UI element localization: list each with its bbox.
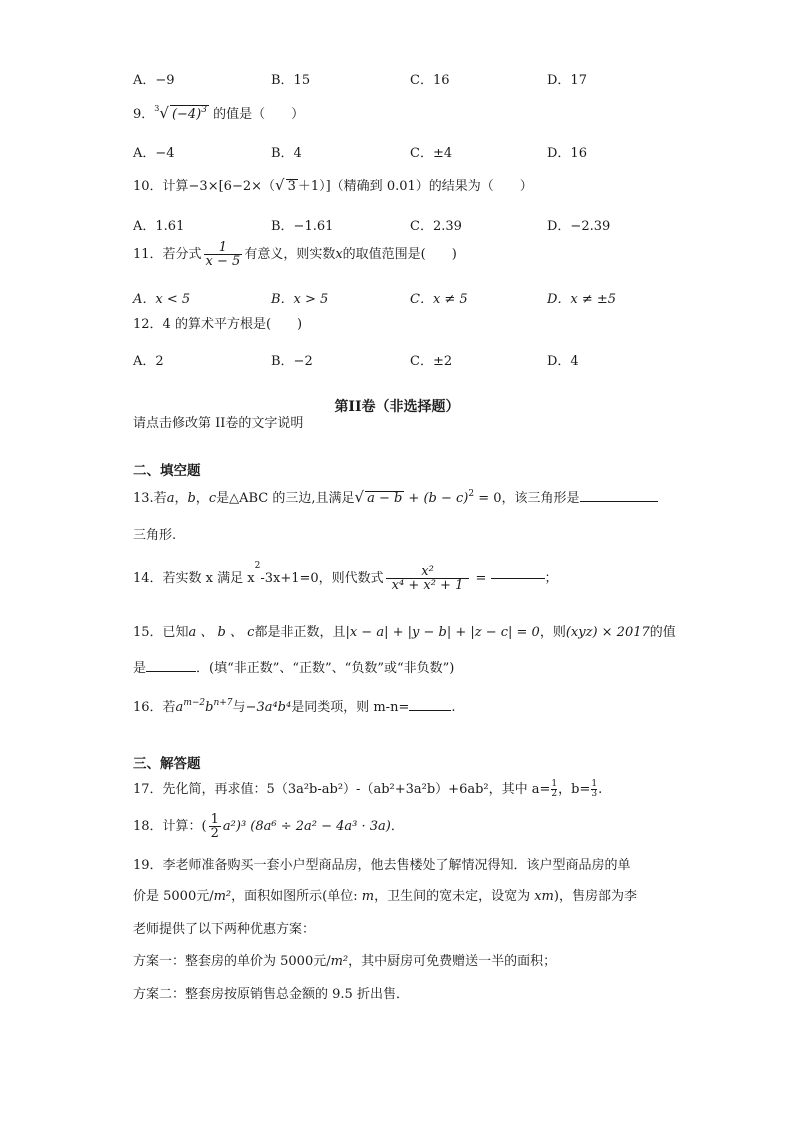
q11-question: 11．若分式 $\frac{1}{x - 5}$ 有意义，则实数x的取值范围是( ) bbox=[133, 240, 457, 269]
q19-line1: 19．李老师准备购买一套小户型商品房，他去售楼处了解情况得知．该户型商品房的单 bbox=[133, 858, 631, 873]
radical-sign: √ bbox=[159, 104, 169, 122]
q9-option-d[interactable]: D．16 bbox=[547, 146, 587, 161]
q13-answer-blank[interactable] bbox=[580, 501, 658, 502]
q11-fraction: $\frac{1}{x - 5}$ bbox=[205, 240, 241, 269]
q8-option-c[interactable]: C．16 bbox=[410, 73, 450, 88]
q11-option-c[interactable]: C．x ≠ 5 bbox=[410, 292, 468, 307]
q10-option-d[interactable]: D．−2.39 bbox=[547, 219, 611, 234]
q11-option-a[interactable]: A．x < 5 bbox=[133, 292, 191, 307]
q12-option-a[interactable]: A．2 bbox=[133, 354, 164, 369]
q8-options bbox=[133, 69, 753, 88]
q19-line2: 价是 5000元/m²，面积如图所示(单位: m，卫生间的宽未定，设宽为 xm)，售房部为李 bbox=[133, 889, 637, 904]
q14-question: 14．若实数 x 满足 $x^2-3x+1=0$，则代数式 $\frac{\text{x²}}{\text{x⁴ + x² + 1}}$ = ； bbox=[133, 561, 558, 593]
q17-a-fraction: $\frac{1}{2}$ bbox=[551, 779, 558, 799]
q19-line3: 老师提供了以下两种优惠方案： bbox=[133, 922, 316, 937]
part2-title: 第II卷（非选择题） bbox=[334, 399, 460, 415]
q10-question: 10．计算−3×[6−2×（√ 3 ＋1）]（精确到 0.01）的结果为（ ） bbox=[133, 176, 533, 194]
q18-question: 18．计算：( $\frac{1}{2}$ a²)³ (8a⁶ ÷ 2a² − 4a³ · 3a)． bbox=[133, 812, 404, 841]
section-fill-in-title: 二、填空题 bbox=[133, 463, 201, 479]
q16-answer-blank[interactable] bbox=[409, 710, 451, 711]
q17-question: 17．先化简，再求值：5（3a²b-ab²）-（ab²+3a²b）+6ab²，其中 a= $\frac{1}{2}$ ，b= $\frac{1}{3}$ . bbox=[133, 779, 603, 799]
q10-option-a[interactable]: A．1.61 bbox=[133, 219, 185, 234]
q14-answer-blank[interactable] bbox=[491, 578, 545, 579]
q17-b-fraction: $\frac{1}{3}$ bbox=[591, 779, 598, 799]
q12-option-b[interactable]: B．−2 bbox=[271, 354, 313, 369]
q9-option-b[interactable]: B．4 bbox=[271, 146, 302, 161]
part2-note[interactable]: 请点击修改第 II卷的文字说明 bbox=[133, 416, 304, 431]
q15-question: 15．已知a 、 b 、 c都是非正数，且|x − a| + |y − b| + |z − c| = 0，则(xyz) × 2017的值 bbox=[133, 625, 676, 640]
q10-option-c[interactable]: C．2.39 bbox=[410, 219, 462, 234]
q11-option-b[interactable]: B．x > 5 bbox=[271, 292, 329, 307]
q9-root-index: 3 bbox=[154, 104, 160, 113]
q9-number: 9． bbox=[133, 107, 155, 122]
q19-plan1: 方案一：整套房的单价为 5000元/m²，其中厨房可免费赠送一半的面积； bbox=[133, 954, 557, 969]
q9-option-a[interactable]: A．−4 bbox=[133, 146, 175, 161]
q18-fraction: $\frac{1}{2}$ bbox=[210, 812, 219, 841]
q8-option-b[interactable]: B．15 bbox=[271, 73, 311, 88]
q14-fraction: $\frac{\text{x²}}{\text{x⁴ + x² + 1}}$ bbox=[386, 565, 470, 592]
q9-option-c[interactable]: C．±4 bbox=[410, 146, 453, 161]
q13-question: 13.若a，b，c是△ABC 的三边,且满足√ $a - b + (b - c)^2 = 0$，该三角形是 bbox=[133, 490, 658, 505]
q12-option-d[interactable]: D．4 bbox=[547, 354, 579, 369]
radical-sign: √ bbox=[275, 176, 285, 194]
q16-question: 16．若$a^{m-2}b^{n+7}$与−3a⁴b⁴是同类项，则 m-n= . bbox=[133, 698, 456, 715]
radical-sign: √ bbox=[354, 488, 365, 506]
q10-option-b[interactable]: B．−1.61 bbox=[271, 219, 334, 234]
q12-question: 12．4 的算术平方根是( ) bbox=[133, 317, 303, 332]
q8-option-d[interactable]: D．17 bbox=[547, 73, 587, 88]
section-answer-title: 三、解答题 bbox=[133, 756, 201, 772]
q10-options bbox=[133, 215, 753, 234]
q15-line2: 是 ．(填“非正数”、“正数”、“负数”或“非负数”) bbox=[133, 661, 455, 676]
q12-option-c[interactable]: C．±2 bbox=[410, 354, 453, 369]
q9-question bbox=[133, 105, 304, 121]
q9-text: 的值是（ ） bbox=[208, 107, 305, 122]
q19-plan2: 方案二：整套房按原销售总金额的 9.5 折出售． bbox=[133, 987, 409, 1002]
q13-line2: 三角形. bbox=[133, 528, 177, 543]
q9-options bbox=[133, 142, 753, 161]
q8-option-a[interactable]: A．−9 bbox=[133, 73, 175, 88]
q9-radicand: $(-4)^3$ bbox=[171, 105, 207, 122]
q12-options bbox=[133, 350, 753, 369]
q15-answer-blank[interactable] bbox=[146, 671, 196, 672]
q11-option-d[interactable]: D．x ≠ ±5 bbox=[547, 292, 617, 307]
q11-options bbox=[133, 288, 753, 307]
